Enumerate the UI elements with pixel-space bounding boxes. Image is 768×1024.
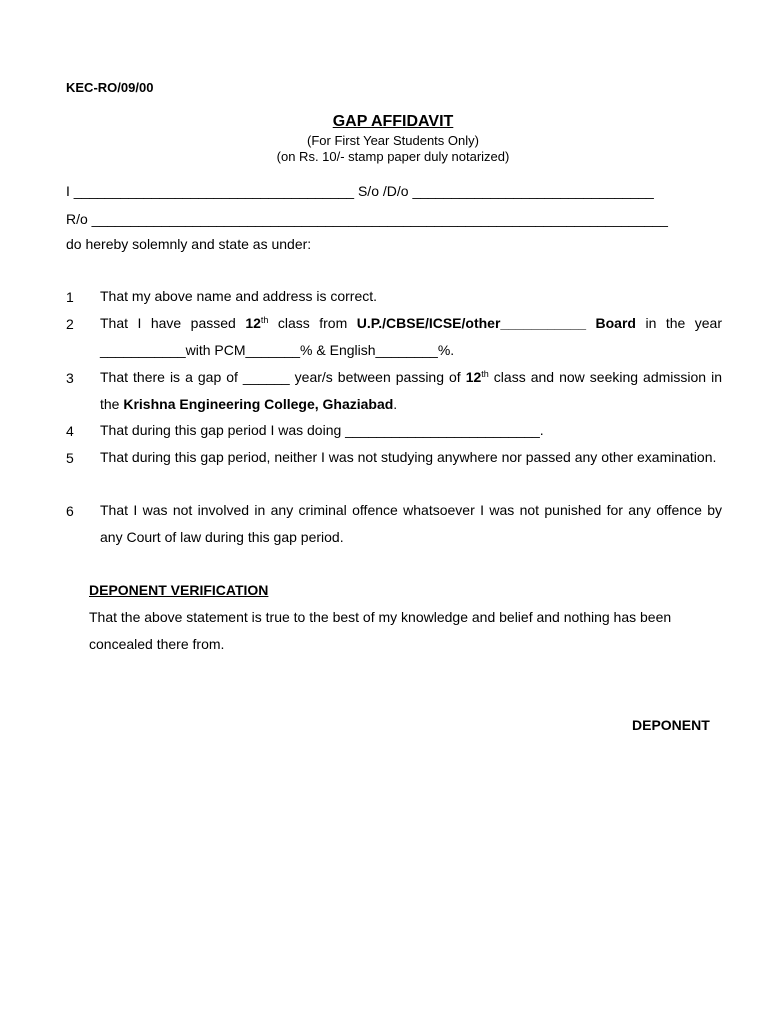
item-gap-years (100, 364, 722, 418)
item-text: class from (268, 315, 357, 331)
item-text: That there is a gap of ______ year/s between passing of (100, 369, 466, 385)
item-gap-activity: That during this gap period I was doing _________________________. (100, 422, 544, 438)
declaration-intro: do hereby solemnly and state as under: (66, 236, 312, 252)
deponent-signature-label: DEPONENT (632, 717, 710, 733)
residence-line: R/o __________________________________________________________________________ (66, 211, 668, 227)
verification-text: That the above statement is true to the best of my knowledge and belief and nothing has been concealed there from. (89, 609, 672, 652)
college-name: Krishna Engineering College, Ghaziabad (123, 396, 394, 412)
class-suffix: th (260, 315, 269, 325)
item-text: That I have passed (100, 315, 246, 331)
item-number: 1 (66, 289, 74, 305)
item-no-offence: That I was not involved in any criminal offence whatsoever I was not punished for any offence by any Court of law during this gap period. (100, 502, 722, 545)
document-subtitle-stamp-paper: (on Rs. 10/- stamp paper duly notarized) (276, 149, 510, 164)
item-text: in the year ___________with PCM_______% & English________%. (100, 315, 723, 358)
item-name-address: That my above name and address is correct. (100, 288, 378, 304)
item-number: 4 (66, 423, 74, 439)
item-number: 2 (66, 316, 74, 332)
board-field: U.P./CBSE/ICSE/other___________ Board (356, 315, 636, 331)
item-number: 5 (66, 450, 74, 466)
document-title: GAP AFFIDAVIT (332, 113, 454, 130)
name-parent-line: I ____________________________________ S/o /D/o _______________________________ (66, 183, 654, 199)
class-number: 12 (245, 315, 261, 331)
reference-code: KEC-RO/09/00 (66, 80, 154, 95)
document-subtitle-students: (For First Year Students Only) (307, 133, 479, 148)
item-passed-class (100, 310, 722, 364)
item-text: . (393, 396, 398, 412)
item-text: class and now seeking admission in the (100, 369, 722, 412)
item-not-studying: That during this gap period, neither I was not studying anywhere nor passed any other examination. (100, 449, 717, 465)
class-number: 12 (465, 369, 482, 385)
class-suffix: th (481, 369, 489, 379)
item-number: 6 (66, 503, 74, 519)
item-number: 3 (66, 370, 74, 386)
verification-heading: DEPONENT VERIFICATION (89, 582, 269, 598)
